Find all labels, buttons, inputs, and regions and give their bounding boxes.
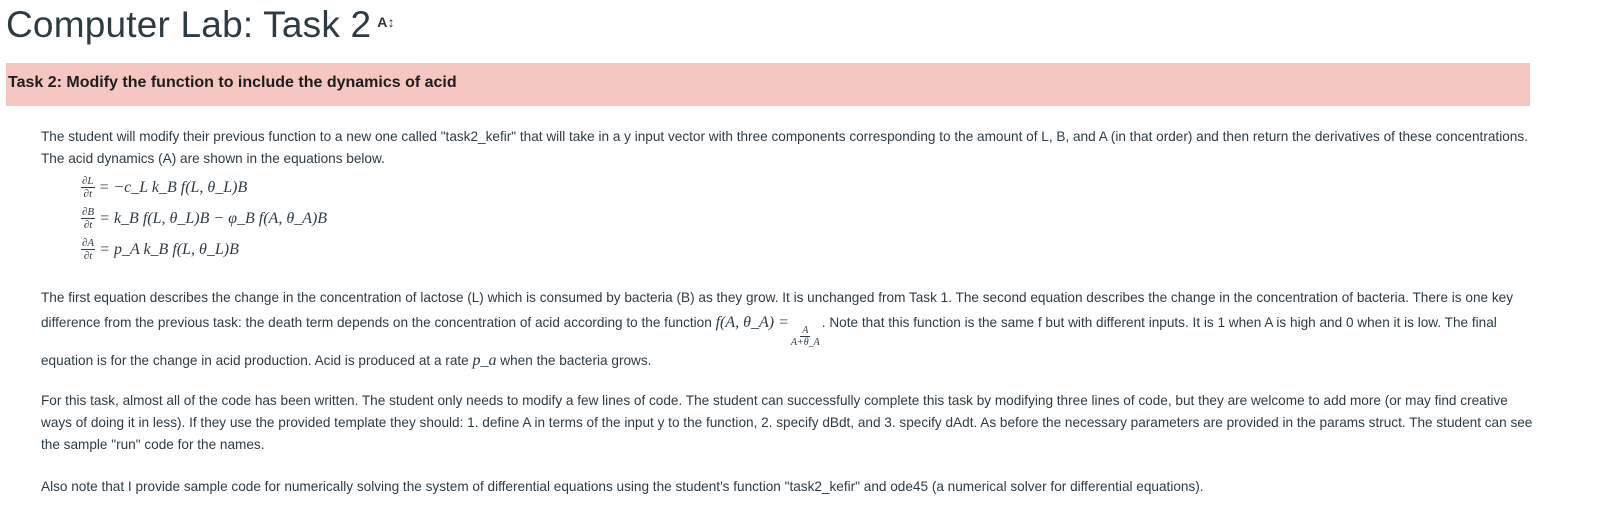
equation-acid	[81, 234, 1541, 265]
note-paragraph: Also note that I provide sample code for numerically solving the system of differential equations using the student's function "task2_kefir" and ode45 (a numerical solver for differential equations).	[41, 479, 1204, 494]
equation-rhs: = k_B f(L, θ_L)B − φ_B f(A, θ_A)B	[99, 209, 328, 227]
page-title-text: Computer Lab: Task 2	[6, 4, 372, 45]
fraction-denominator: ∂t	[83, 219, 93, 231]
equation-rhs: = −c_L k_B f(L, θ_L)B	[98, 178, 248, 196]
fraction-numerator: ∂A	[82, 237, 95, 249]
equation-lactose	[81, 172, 1541, 203]
intro-paragraph: The student will modify their previous function to a new one called "task2_kefir" that will take in a y input vector with three components corresponding to the amount of L, B, and A (in that order) and then return the derivatives of these concentrations. The acid dynamics (A) are shown in the equations below.	[41, 129, 1528, 166]
equation-block	[81, 172, 1541, 265]
inline-math-pa: p_a	[472, 352, 497, 369]
task-description	[41, 126, 1541, 498]
explanation-text: The first equation describes the change in the concentration of lactose (L) which is consumed by bacteria (B) as they grow. It is unchanged from Task 1. The second equation describes the change in the concentration of bacteria. There is one key difference from the previous task: the death term depends on the concentration of acid according to the function	[41, 290, 1513, 330]
inline-math-f: f(A, θ_A) =	[715, 314, 789, 331]
explanation-paragraph	[41, 285, 1541, 373]
task-header-banner	[6, 63, 1530, 106]
explanation-text: when the bacteria grows.	[496, 353, 652, 368]
fraction-numerator: A	[802, 325, 809, 336]
fraction-denominator: A+θ_A	[790, 337, 820, 348]
task-header-text: Task 2: Modify the function to include the dynamics of acid	[8, 74, 457, 91]
equation-rhs: = p_A k_B f(L, θ_L)B	[99, 240, 239, 258]
derivative-fraction	[81, 175, 95, 200]
fraction-numerator: ∂L	[82, 175, 94, 187]
equation-bacteria	[81, 203, 1541, 234]
instructions-paragraph: For this task, almost all of the code has been written. The student only needs to modify a few lines of code. The student can successfully complete this task by modifying three lines of code, but they are welcome to add more (or may find creative ways of doing it in less). If they use the provided template they should: 1. define A in terms of the input y to the function, 2. specify dBdt, and 3. specify dAdt. As before the necessary parameters are provided in the params struct. The student can see the sample "run" code for the names.	[41, 393, 1533, 452]
derivative-fraction	[81, 237, 95, 262]
page-title	[6, 0, 395, 47]
derivative-fraction	[81, 206, 95, 231]
immersive-reader-icon[interactable]: A↕	[377, 14, 395, 30]
explanation-text: . Note that this function is the same f but with different inputs. It is 1 when A is high and 0 when it is low. The final equation is for the change in acid production. Acid is produced at a rate	[41, 315, 1497, 368]
fraction-denominator: ∂t	[83, 188, 93, 200]
inline-fraction	[791, 325, 820, 348]
fraction-numerator: ∂B	[82, 206, 95, 218]
fraction-denominator: ∂t	[83, 250, 93, 262]
